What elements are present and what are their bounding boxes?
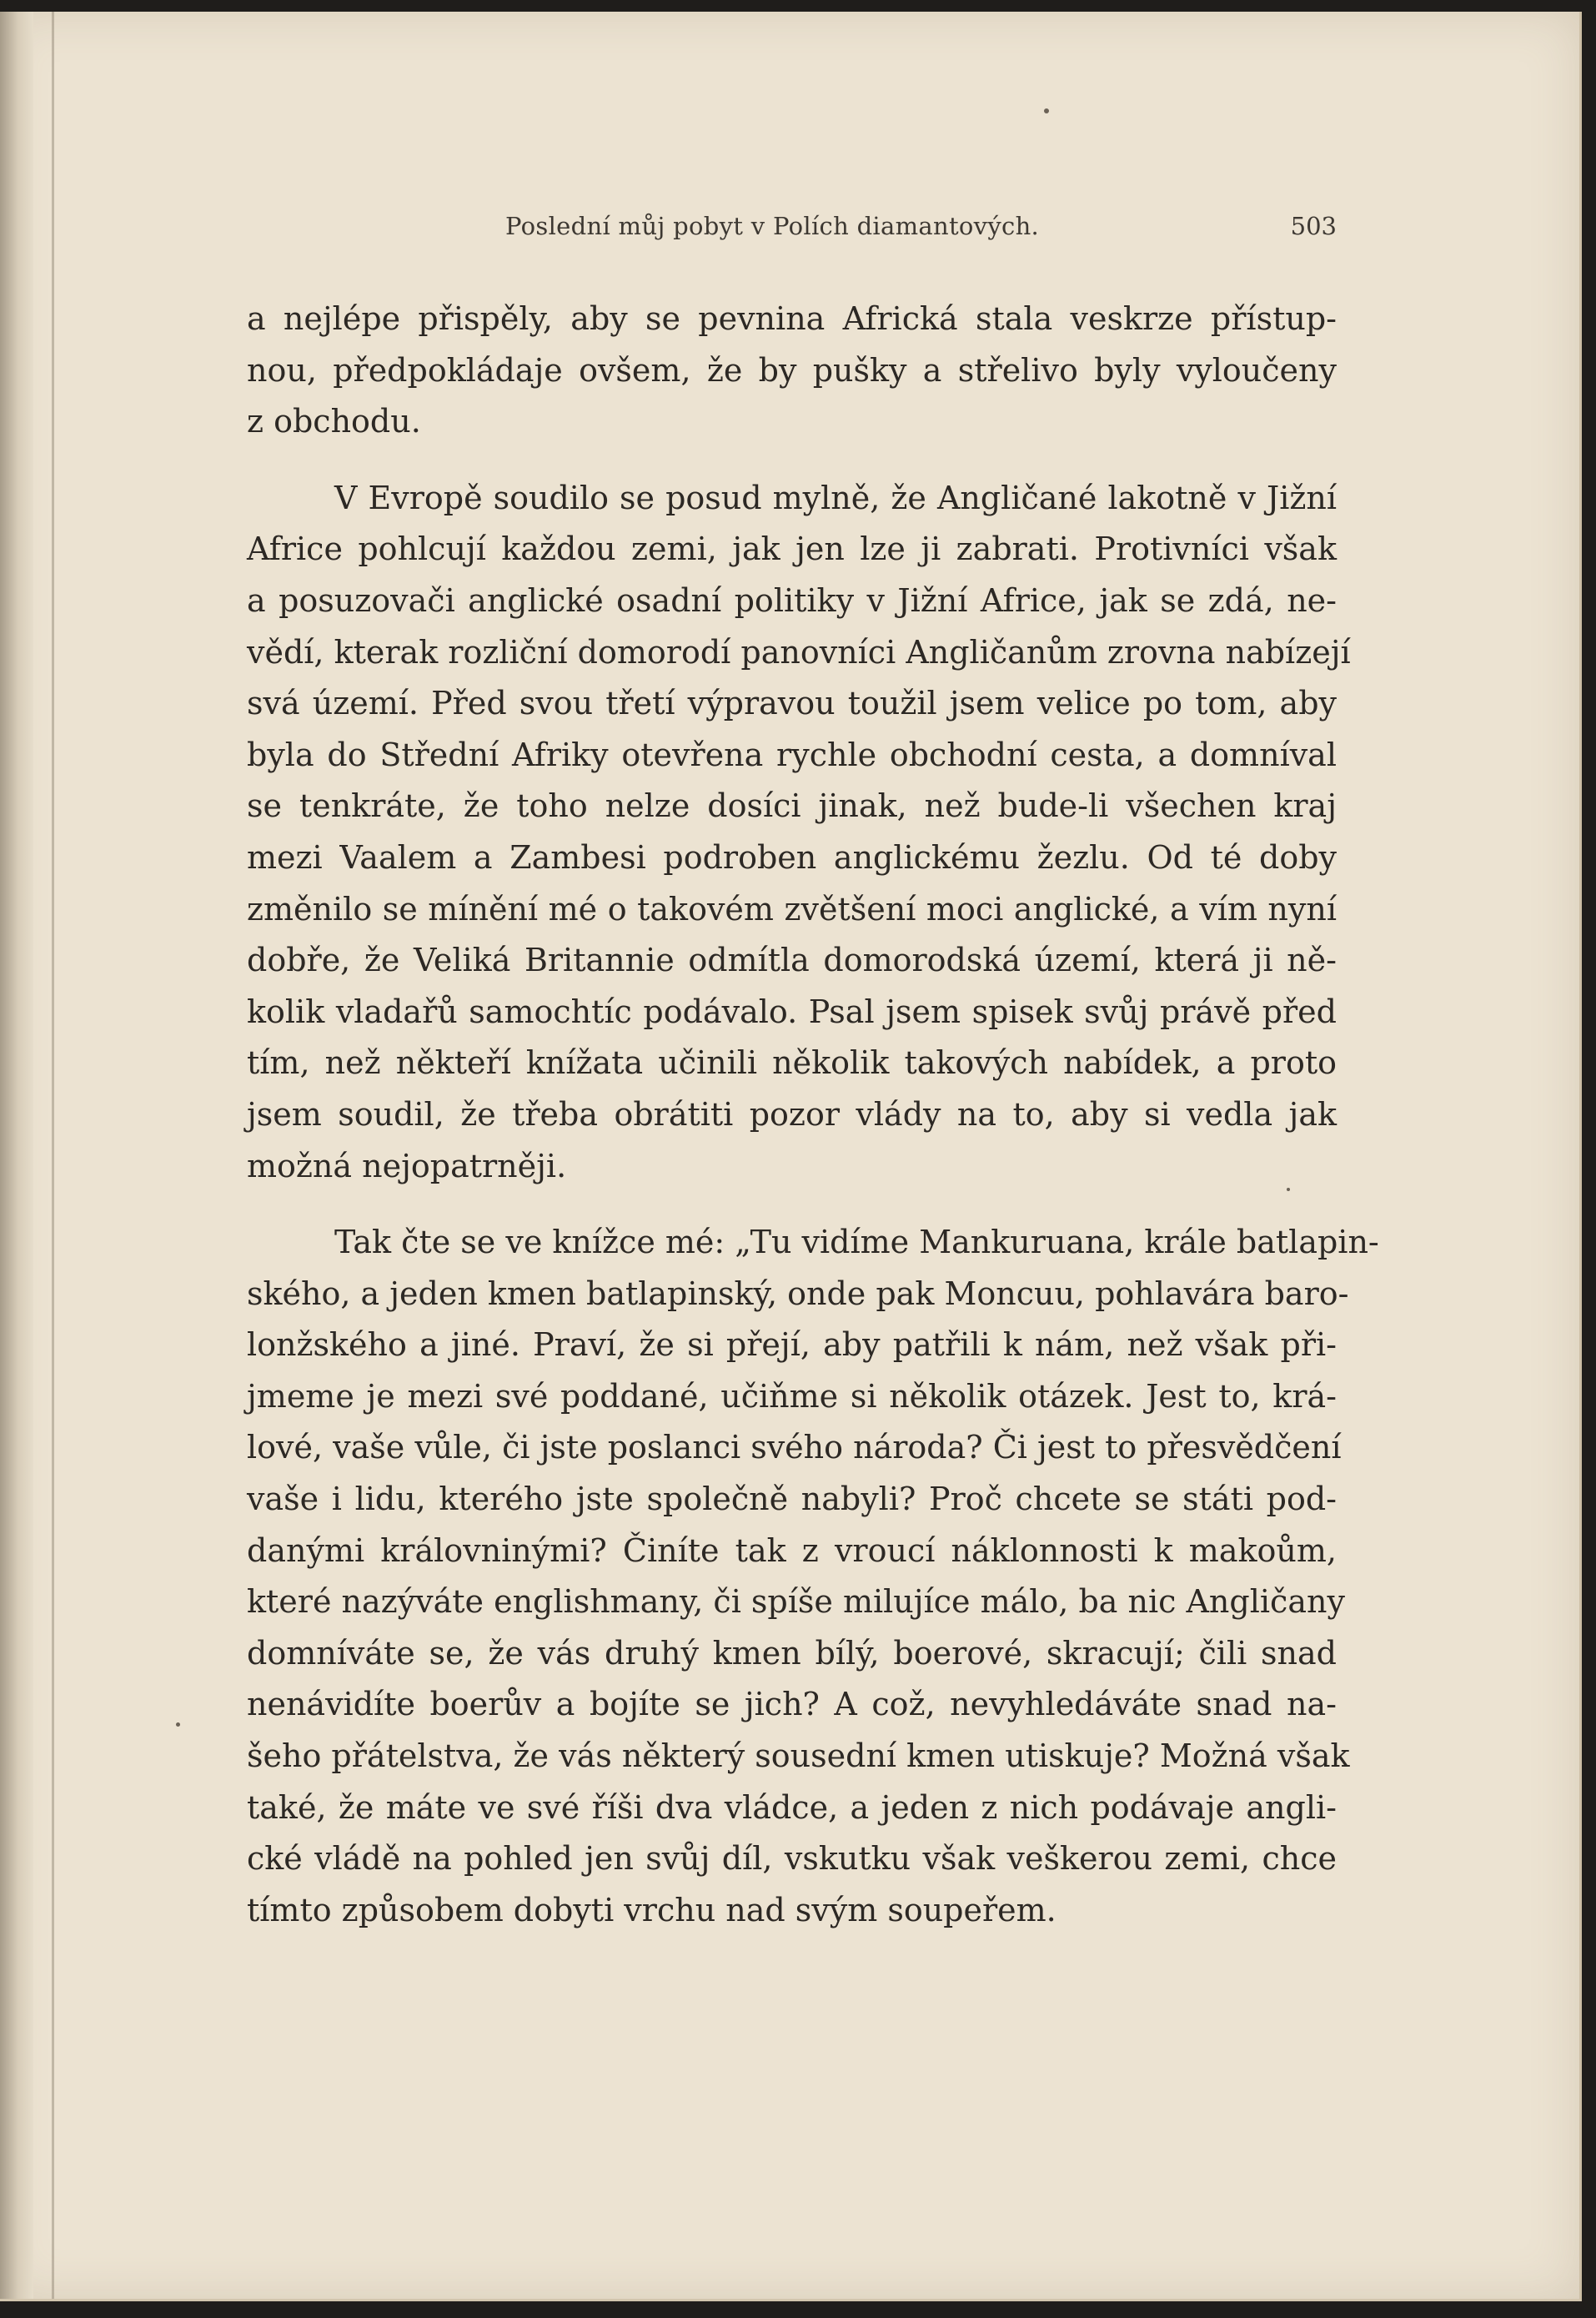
paper-speck bbox=[1044, 108, 1049, 113]
book-page bbox=[0, 12, 1582, 2301]
text-line: kolik vladařů samochtíc podávalo. Psal jsem spisek svůj právě před bbox=[247, 993, 1337, 1030]
paragraph bbox=[247, 1217, 1379, 1936]
paragraph bbox=[247, 294, 1337, 448]
text-line: tímto způsobem dobyti vrchu nad svým soupeřem. bbox=[247, 1891, 1056, 1928]
text-line: Tak čte se ve knížce mé: „Tu vidíme Mankuruana, krále batlapin- bbox=[334, 1224, 1379, 1261]
text-line: lonžského a jiné. Praví, že si přejí, aby patřili k nám, než však při- bbox=[247, 1326, 1337, 1364]
running-title: Poslední můj pobyt v Polích diamantových. bbox=[505, 212, 1040, 240]
paragraph bbox=[247, 473, 1351, 1192]
text-line: také, že máte ve své říši dva vládce, a jeden z nich podávaje angli- bbox=[247, 1788, 1337, 1826]
page-number: 503 bbox=[1290, 212, 1337, 240]
text-line: Africe pohlcují každou zemi, jak jen lze ji zabrati. Protivníci však bbox=[247, 530, 1337, 568]
text-line: které nazýváte englishmany, či spíše milujíce málo, ba nic Angličany bbox=[247, 1583, 1345, 1621]
page-binding-edge bbox=[0, 12, 33, 2299]
text-line: byla do Střední Afriky otevřena rychle obchodní cesta, a domníval bbox=[247, 736, 1337, 773]
text-line: ského, a jeden kmen batlapinský, onde pak Moncuu, pohlavára baro- bbox=[247, 1275, 1349, 1312]
text-line: změnilo se mínění mé o takovém zvětšení moci anglické, a vím nyní bbox=[247, 890, 1337, 928]
text-line: svá území. Před svou třetí výpravou toužil jsem velice po tom, aby bbox=[247, 685, 1337, 722]
text-line: a nejlépe přispěly, aby se pevnina Africká stala veskrze přístup- bbox=[247, 300, 1337, 337]
text-line: vaše i lidu, kterého jste společně nabyli? Proč chcete se státi pod- bbox=[247, 1481, 1337, 1518]
text-line: V Evropě soudilo se posud mylně, že Angličané lakotně v Jižní bbox=[334, 479, 1337, 516]
text-line: danými královninými? Činíte tak z vroucí náklonnosti k makoům, bbox=[247, 1531, 1337, 1569]
text-line: jmeme je mezi své poddané, učiňme si několik otázek. Jest to, krá- bbox=[247, 1377, 1337, 1415]
text-line: domníváte se, že vás druhý kmen bílý, boerové, skracují; čili snad bbox=[247, 1634, 1337, 1672]
running-header bbox=[247, 212, 1337, 245]
text-line: mezi Vaalem a Zambesi podroben anglickému žezlu. Od té doby bbox=[247, 838, 1337, 876]
text-line: vědí, kterak rozliční domorodí panovníci Angličanům zrovna nabízejí bbox=[247, 633, 1351, 671]
text-line: dobře, že Veliká Britannie odmítla domorodská území, která ji ně- bbox=[247, 942, 1337, 979]
text-line: jsem soudil, že třeba obrátiti pozor vlády na to, aby si vedla jak bbox=[247, 1095, 1337, 1133]
text-line: cké vládě na pohled jen svůj díl, vskutku však veškerou zemi, chce bbox=[247, 1840, 1337, 1878]
page-fold-line bbox=[52, 12, 54, 2299]
text-line: lové, vaše vůle, či jste poslanci svého národa? Či jest to přesvědčení bbox=[247, 1429, 1342, 1466]
paper-speck bbox=[176, 1722, 180, 1727]
text-line: nenávidíte boerův a bojíte se jich? A což, nevyhledáváte snad na- bbox=[247, 1686, 1337, 1723]
text-line: se tenkráte, že toho nelze dosíci jinak, než bude-li všechen kraj bbox=[247, 787, 1337, 825]
text-line: a posuzovači anglické osadní politiky v Jižní Africe, jak se zdá, ne- bbox=[247, 581, 1337, 619]
text-line: šeho přátelstva, že vás některý sousední kmen utiskuje? Možná však bbox=[247, 1737, 1350, 1775]
text-line: nou, předpokládaje ovšem, že by pušky a střelivo byly vyloučeny bbox=[247, 351, 1337, 389]
text-line: možná nejopatrněji. bbox=[247, 1147, 567, 1184]
text-line: z obchodu. bbox=[247, 403, 421, 440]
body-text bbox=[247, 294, 1379, 1936]
text-line: tím, než někteří knížata učinili několik takových nabídek, a proto bbox=[247, 1044, 1337, 1082]
